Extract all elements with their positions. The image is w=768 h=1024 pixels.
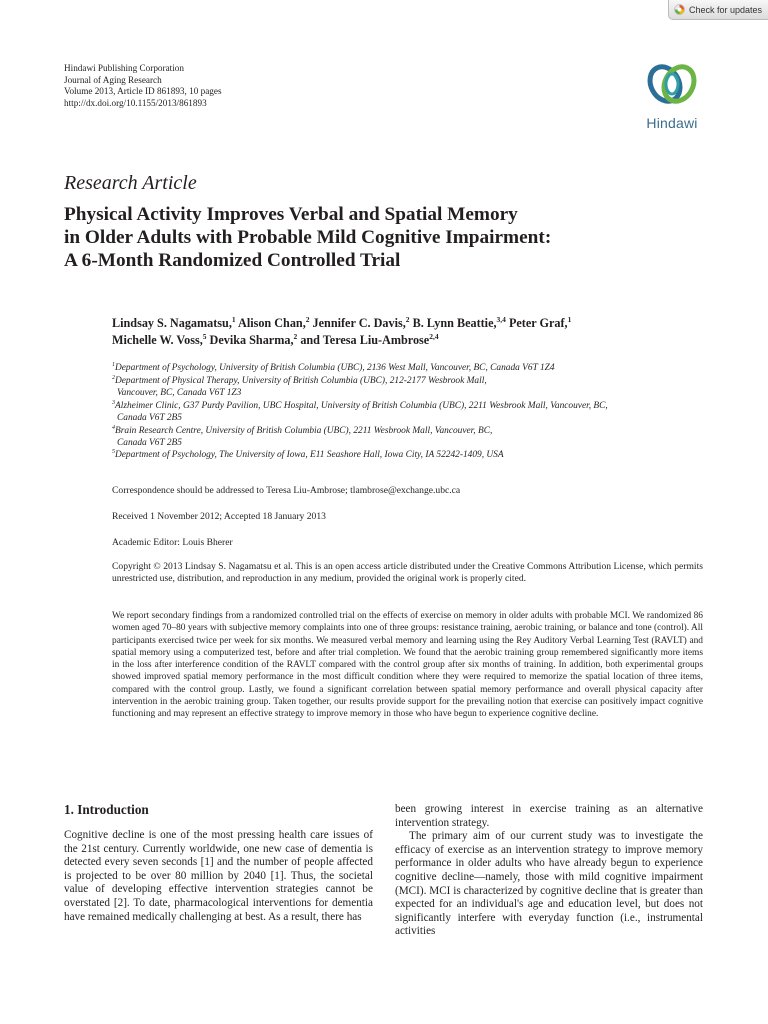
author-affil-sup: 5 xyxy=(202,331,207,341)
copyright-notice: Copyright © 2013 Lindsay S. Nagamatsu et al. This is an open access article distributed under the Creative Commons Attribution License, which permits unrestricted use, distribution, and reproduction in any medium, provided the original work is properly cited. xyxy=(112,561,703,585)
affiliation-text: Brain Research Centre, University of British Columbia (UBC), 2211 Wesbrook Mall, Vancouver, BC, xyxy=(115,425,493,436)
affiliation-number: 1 xyxy=(112,361,115,368)
affiliation-text: Department of Psychology, The University of Iowa, E11 Seashore Hall, Iowa City, IA 52242-1409, USA xyxy=(115,450,504,461)
affiliation-number: 4 xyxy=(112,424,115,431)
author-name: Lindsay S. Nagamatsu, xyxy=(112,316,232,330)
author-affil-sup: 2 xyxy=(305,314,310,324)
hindawi-logo xyxy=(632,60,712,131)
journal-header xyxy=(64,63,222,109)
author-list xyxy=(112,315,712,349)
doi-link[interactable]: http://dx.doi.org/10.1155/2013/861893 xyxy=(64,97,207,108)
correspondence-note: Correspondence should be addressed to Teresa Liu-Ambrose; tlambrose@exchange.ubc.ca xyxy=(112,485,461,496)
affiliation-number: 2 xyxy=(112,374,115,381)
author-affil-sup: 2 xyxy=(405,314,410,324)
affiliation-item xyxy=(112,425,712,449)
author-affil-sup: 1 xyxy=(231,314,236,324)
affiliation-number: 3 xyxy=(112,399,115,406)
author-name: Michelle W. Voss, xyxy=(112,333,203,347)
author-name: Jennifer C. Davis, xyxy=(312,316,406,330)
hindawi-logo-icon xyxy=(646,60,698,108)
volume-line: Volume 2013, Article ID 861893, 10 pages xyxy=(64,86,222,96)
section-heading: 1. Introduction xyxy=(64,802,149,817)
intro-left-column xyxy=(64,829,373,924)
affiliation-item xyxy=(112,449,712,461)
author-affil-sup: 2,4 xyxy=(429,331,439,341)
body-paragraph: been growing interest in exercise training as an alternative intervention strategy. xyxy=(395,803,703,829)
journal-name: Journal of Aging Research xyxy=(64,74,162,85)
title-line: in Older Adults with Probable Mild Cognitive Impairment: xyxy=(64,227,552,248)
check-for-updates-button[interactable] xyxy=(668,0,768,20)
affiliation-item xyxy=(112,400,712,424)
affiliation-item xyxy=(112,362,712,374)
affiliation-text: Vancouver, BC, Canada V6T 1Z3 xyxy=(117,387,242,398)
author-affil-sup: 1 xyxy=(567,314,572,324)
article-title xyxy=(64,203,724,272)
author-name: and Teresa Liu-Ambrose xyxy=(300,333,430,347)
author-affil-sup: 3,4 xyxy=(496,314,506,324)
author-name: B. Lynn Beattie, xyxy=(412,316,497,330)
received-dates: Received 1 November 2012; Accepted 18 January 2013 xyxy=(112,511,326,522)
affiliation-text: Canada V6T 2B5 xyxy=(117,412,182,423)
author-affil-sup: 2 xyxy=(293,331,298,341)
author-name: Devika Sharma, xyxy=(209,333,294,347)
check-for-updates-icon xyxy=(674,4,685,15)
body-paragraph: Cognitive decline is one of the most pressing health care issues of the 21st century. Currently worldwide, one new case of dementia is detected every seven seconds [1] and the number of people affected is projected to be over 80 million by 2040 [1]. Thus, the societal value of developing effective intervention strategies cannot be overstated [2]. To date, pharmacological interventions for dementia have remained medically challenging at best. As a result, there has xyxy=(64,829,373,923)
affiliation-text: Department of Psychology, University of British Columbia (UBC), 2136 West Mall, Vancouver, BC, Canada V6T 1Z4 xyxy=(115,363,555,373)
author-name: Alison Chan, xyxy=(238,316,306,330)
academic-editor: Academic Editor: Louis Bherer xyxy=(112,537,233,548)
intro-right-column xyxy=(395,803,703,939)
title-line: A 6-Month Randomized Controlled Trial xyxy=(64,250,401,271)
author-name: Peter Graf, xyxy=(508,316,568,330)
affiliation-text: Canada V6T 2B5 xyxy=(117,437,182,448)
affiliation-list xyxy=(112,362,712,462)
check-for-updates-label: Check for updates xyxy=(689,4,763,15)
affiliation-text: Alzheimer Clinic, G37 Purdy Pavilion, UBC Hospital, University of British Columbia (UBC), 2211 Wesbrook Mall, Vancouver, BC, xyxy=(115,400,608,411)
publisher-line: Hindawi Publishing Corporation xyxy=(64,63,184,73)
affiliation-text: Department of Physical Therapy, University of British Columbia (UBC), 212-2177 Wesbrook Mall, xyxy=(115,375,487,386)
body-paragraph: The primary aim of our current study was to investigate the efficacy of exercise as an intervention strategy to improve memory performance in older adults who have already begun to experience cognitive decline—namely, those with mild cognitive impairment (MCI). MCI is characterized by cognitive decline that is greater than expected for an individual's age and education level, but does not significantly interfere with everyday function (i.e., instrumental activities xyxy=(395,830,703,938)
article-type: Research Article xyxy=(64,172,197,194)
title-line: Physical Activity Improves Verbal and Spatial Memory xyxy=(64,204,518,225)
hindawi-logo-text: Hindawi xyxy=(646,115,698,131)
affiliation-item xyxy=(112,375,712,399)
abstract-text: We report secondary findings from a randomized controlled trial on the effects of exercise on memory in older adults with probable MCI. We randomized 86 women aged 70–80 years with subjective memory complaints into one of three groups: resistance training, aerobic training, or balance and tone (control). All participants exercised twice per week for six months. We measured verbal memory and learning using the Rey Auditory Verbal Learning Test (RAVLT) and spatial memory using a computerized test, before and after trial completion. We found that the aerobic training group remembered significantly more items in the loss after interference condition of the RAVLT compared with the control group after six months of training. In addition, both experimental groups showed improved spatial memory performance in the most difficult condition where they were required to memorize the spatial location of three items, compared with the control group. Lastly, we found a significant correlation between spatial memory performance and overall physical capacity after intervention in the aerobic training group. Taken together, our results provide support for the prevailing notion that exercise can positively impact cognitive functioning and may represent an effective strategy to improve memory in those who have begun to experience cognitive decline. xyxy=(112,611,703,720)
affiliation-number: 5 xyxy=(112,449,115,456)
